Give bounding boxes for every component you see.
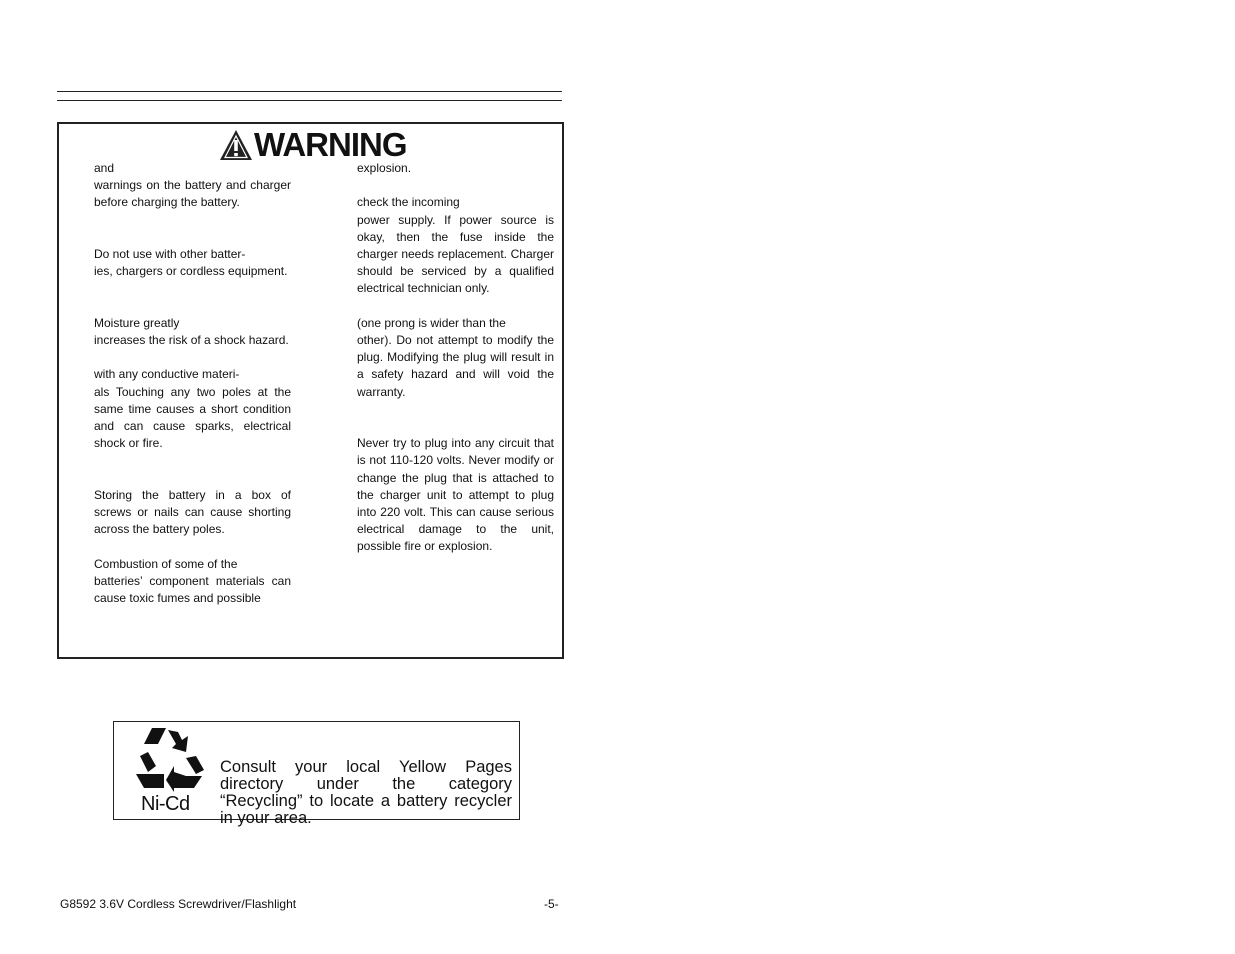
recycle-icon <box>134 726 206 792</box>
recycle-instructions: Consult your local Yellow Pages directory under the category “Recycling” to locate a battery recycler in your area. <box>220 758 512 827</box>
header-rule-bottom <box>57 100 562 101</box>
recycle-notice-box <box>113 721 520 827</box>
right-p3-rest: other). Do not attempt to modify the plug. Modifying the plug will result in a safety hazard and will void the warranty. <box>357 333 554 399</box>
left-p5: Storing the battery in a box of screws or nails can cause shorting across the battery poles. <box>94 487 291 537</box>
right-p2-rest: power supply. If power source is okay, then the fuse inside the charger needs replacement. Charger should be serviced by a qualified electrical technician only. <box>357 212 554 296</box>
warning-heading <box>219 127 407 163</box>
left-p6-line1: Combustion of some of the <box>94 556 238 571</box>
warning-triangle-icon <box>219 129 253 161</box>
ni-cd-label: Ni-Cd <box>141 793 190 815</box>
warning-title: WARNING <box>254 126 407 163</box>
left-p4-rest: als Touching any two poles at the same time causes a short condition and can cause sparks, electrical shock or fire. <box>94 384 291 451</box>
right-p1: explosion. <box>357 161 412 175</box>
left-p3-rest: increases the risk of a shock hazard. <box>94 333 289 347</box>
header-rule-top <box>57 91 562 92</box>
warning-right-column <box>357 160 554 556</box>
warning-box <box>57 122 564 659</box>
left-p2-rest: ies, chargers or cordless equipment. <box>94 264 288 279</box>
footer-page-number: -5- <box>544 897 559 911</box>
left-p1-rest: warnings on the battery and charger before charging the battery. <box>94 178 291 210</box>
right-p4: Never try to plug into any circuit that is not 110-120 volts. Never modify or change the plug that is attached to the charger unit to attempt to plug into 220 volt. This can cause serious electrical damage to the unit, possible fire or explosion. <box>357 436 554 554</box>
right-p3-line1: (one prong is wider than the <box>357 315 506 330</box>
warning-left-column <box>94 160 291 607</box>
right-p2-line1: check the incoming <box>357 195 460 210</box>
left-p4-line1: with any conductive materi- <box>94 367 240 382</box>
footer-product-name: G8592 3.6V Cordless Screwdriver/Flashlight <box>60 897 297 911</box>
left-p3-line1: Moisture greatly <box>94 315 180 330</box>
left-p6-rest: batteries’ component materials can cause toxic fumes and possible <box>94 573 291 605</box>
left-p1-line1: and <box>94 161 115 175</box>
left-p2-line1: Do not use with other batter- <box>94 247 246 261</box>
